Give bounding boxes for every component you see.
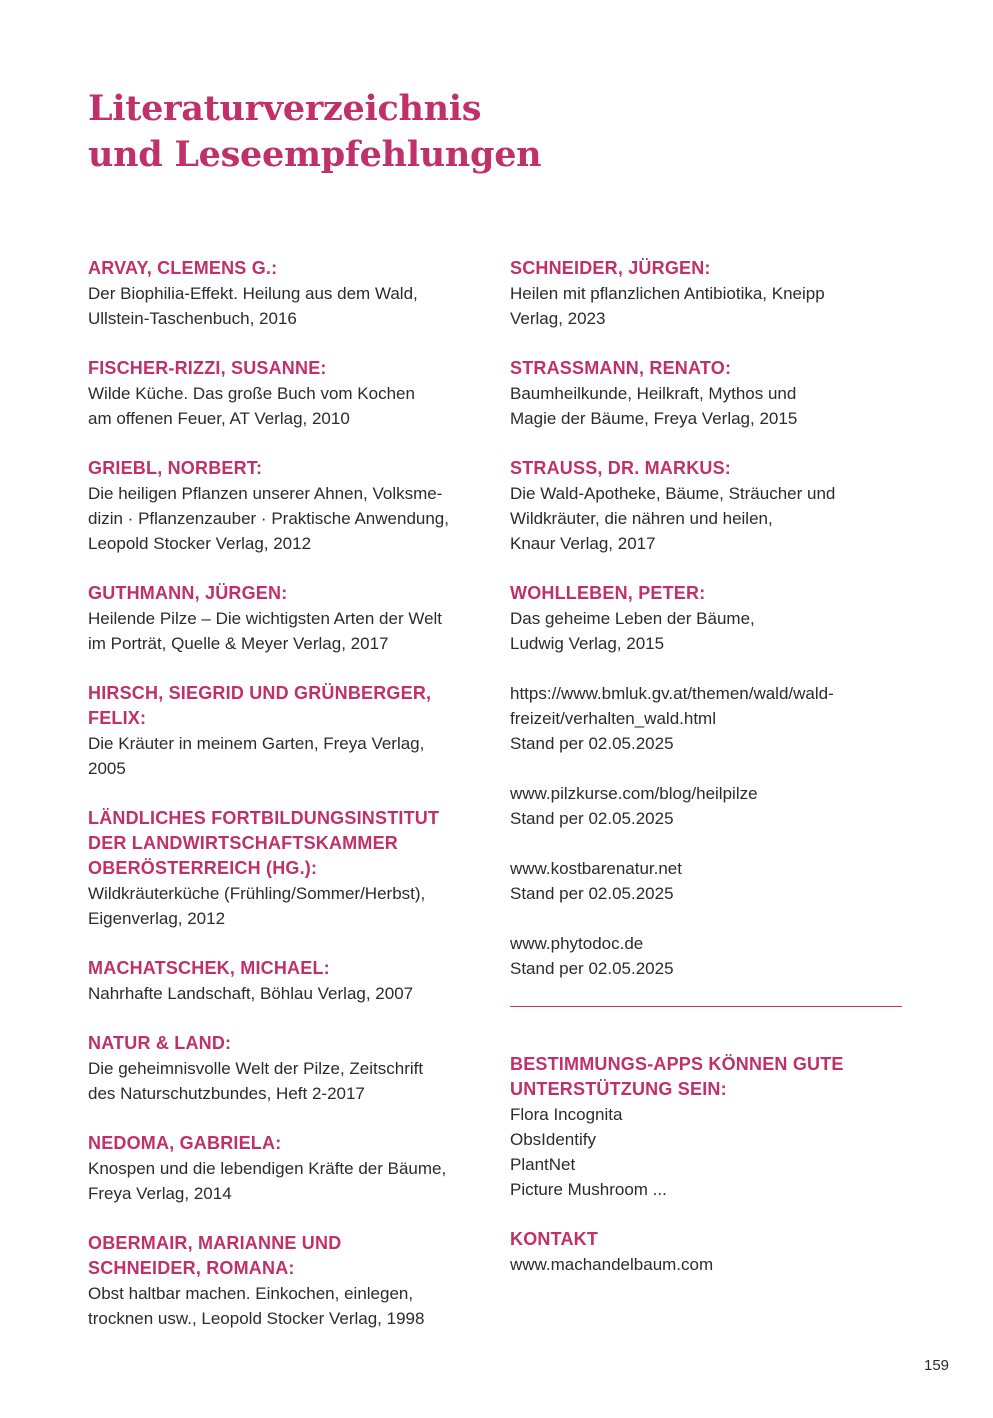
entry-author: NEDOMA, GABRIELA: — [88, 1133, 282, 1153]
entry-text-line: Ullstein-Taschenbuch, 2016 — [88, 309, 297, 328]
entry-text-line: Nahrhafte Landschaft, Böhlau Verlag, 2007 — [88, 984, 414, 1003]
entry-text-line: Baumheilkunde, Heilkraft, Mythos und — [510, 384, 797, 403]
entry-text-line: 2005 — [88, 759, 126, 778]
entry-author: OBERMAIR, MARIANNE UND — [88, 1233, 342, 1253]
left-column — [88, 256, 488, 1356]
entry-text-line: www.phytodoc.de — [510, 934, 644, 953]
entry-text-line: Verlag, 2023 — [510, 309, 606, 328]
bibliography-entry — [88, 581, 488, 656]
entry-text-line: Eigenverlag, 2012 — [88, 909, 226, 928]
entry-author: OBERÖSTERREICH (HG.): — [88, 858, 318, 878]
entry-text-line: Wilde Küche. Das große Buch vom Kochen — [88, 384, 415, 403]
entry-text-line: des Naturschutzbundes, Heft 2-2017 — [88, 1084, 365, 1103]
entry-author: STRAUSS, DR. MARKUS: — [510, 458, 732, 478]
entry-text-line: https://www.bmluk.gv.at/themen/wald/wald- — [510, 684, 834, 703]
entry-text-line: im Porträt, Quelle & Meyer Verlag, 2017 — [88, 634, 389, 653]
web-reference-entry — [510, 856, 902, 906]
entry-author: NATUR & LAND: — [88, 1033, 232, 1053]
entry-author: MACHATSCHEK, MICHAEL: — [88, 958, 330, 978]
right-column — [510, 256, 902, 1302]
entry-text-line: trocknen usw., Leopold Stocker Verlag, 1998 — [88, 1309, 425, 1328]
bibliography-entry — [88, 806, 488, 931]
bibliography-entry — [510, 581, 902, 656]
title-line: Literaturverzeichnis — [88, 88, 482, 129]
entry-author: ARVAY, CLEMENS G.: — [88, 258, 278, 278]
entry-author: SCHNEIDER, ROMANA: — [88, 1258, 295, 1278]
bibliography-entry — [88, 1231, 488, 1331]
right-column-apps-contact — [510, 1052, 902, 1277]
bibliography-entry — [88, 1131, 488, 1206]
entry-author: SCHNEIDER, JÜRGEN: — [510, 258, 711, 278]
bibliography-entry — [510, 456, 902, 556]
web-reference-entry — [510, 781, 902, 831]
entry-text-line: Knaur Verlag, 2017 — [510, 534, 656, 553]
entry-text-line: dizin · Pflanzenzauber · Praktische Anwendung, — [88, 509, 449, 528]
entry-text-line: Flora Incognita — [510, 1105, 623, 1124]
entry-author: FELIX: — [88, 708, 147, 728]
entry-text-line: www.kostbarenatur.net — [510, 859, 682, 878]
entry-author: BESTIMMUNGS-APPS KÖNNEN GUTE — [510, 1054, 844, 1074]
entry-author: GRIEBL, NORBERT: — [88, 458, 263, 478]
entry-text-line: www.pilzkurse.com/blog/heilpilze — [510, 784, 758, 803]
entry-text-line: Stand per 02.05.2025 — [510, 959, 674, 978]
entry-text-line: Stand per 02.05.2025 — [510, 884, 674, 903]
entry-text-line: Leopold Stocker Verlag, 2012 — [88, 534, 312, 553]
entry-text-line: am offenen Feuer, AT Verlag, 2010 — [88, 409, 350, 428]
bibliography-entry — [510, 1227, 902, 1277]
bibliography-entry — [88, 956, 488, 1006]
right-column-references — [510, 256, 902, 981]
entry-author: STRASSMANN, RENATO: — [510, 358, 732, 378]
entry-author: DER LANDWIRTSCHAFTSKAMMER — [88, 833, 398, 853]
bibliography-entry — [510, 256, 902, 331]
entry-text-line: Wildkräuter, die nähren und heilen, — [510, 509, 773, 528]
entry-text-line: Stand per 02.05.2025 — [510, 809, 674, 828]
entry-text-line: Wildkräuterküche (Frühling/Sommer/Herbst), — [88, 884, 426, 903]
entry-text-line: Der Biophilia-Effekt. Heilung aus dem Wald, — [88, 284, 418, 303]
entry-text-line: ObsIdentify — [510, 1130, 596, 1149]
bibliography-entry — [88, 1031, 488, 1106]
entry-text-line: Heilende Pilze – Die wichtigsten Arten der Welt — [88, 609, 443, 628]
entry-text-line: www.machandelbaum.com — [510, 1255, 714, 1274]
bibliography-entry — [510, 356, 902, 431]
entry-author: UNTERSTÜTZUNG SEIN: — [510, 1079, 727, 1099]
entry-text-line: Ludwig Verlag, 2015 — [510, 634, 665, 653]
title-line: und Leseempfehlungen — [88, 134, 542, 175]
entry-author: FISCHER-RIZZI, SUSANNE: — [88, 358, 327, 378]
entry-text-line: Magie der Bäume, Freya Verlag, 2015 — [510, 409, 798, 428]
bibliography-entry — [88, 356, 488, 431]
bibliography-entry — [88, 256, 488, 331]
entry-author: GUTHMANN, JÜRGEN: — [88, 583, 288, 603]
entry-text-line: Das geheime Leben der Bäume, — [510, 609, 755, 628]
web-reference-entry — [510, 681, 902, 756]
entry-text-line: Stand per 02.05.2025 — [510, 734, 674, 753]
entry-text-line: Picture Mushroom ... — [510, 1180, 667, 1199]
bibliography-entry — [510, 1052, 902, 1202]
entry-author: LÄNDLICHES FORTBILDUNGSINSTITUT — [88, 808, 440, 828]
bibliography-entry — [88, 456, 488, 556]
entry-author: KONTAKT — [510, 1229, 599, 1249]
entry-text-line: Obst haltbar machen. Einkochen, einlegen, — [88, 1284, 414, 1303]
entry-text-line: Die Wald-Apotheke, Bäume, Sträucher und — [510, 484, 836, 503]
entry-text-line: Die Kräuter in meinem Garten, Freya Verlag, — [88, 734, 425, 753]
entry-author: WOHLLEBEN, PETER: — [510, 583, 706, 603]
entry-text-line: Die heiligen Pflanzen unserer Ahnen, Volksme- — [88, 484, 443, 503]
entry-text-line: PlantNet — [510, 1155, 576, 1174]
section-divider — [510, 1006, 902, 1007]
entry-text-line: Knospen und die lebendigen Kräfte der Bäume, — [88, 1159, 447, 1178]
page-number: 159 — [924, 1357, 950, 1374]
page-title — [88, 86, 541, 178]
entry-text-line: Heilen mit pflanzlichen Antibiotika, Kneipp — [510, 284, 825, 303]
bibliography-entry — [88, 681, 488, 781]
entry-text-line: Die geheimnisvolle Welt der Pilze, Zeitschrift — [88, 1059, 424, 1078]
web-reference-entry — [510, 931, 902, 981]
entry-author: HIRSCH, SIEGRID UND GRÜNBERGER, — [88, 683, 432, 703]
entry-text-line: freizeit/verhalten_wald.html — [510, 709, 716, 728]
entry-text-line: Freya Verlag, 2014 — [88, 1184, 232, 1203]
